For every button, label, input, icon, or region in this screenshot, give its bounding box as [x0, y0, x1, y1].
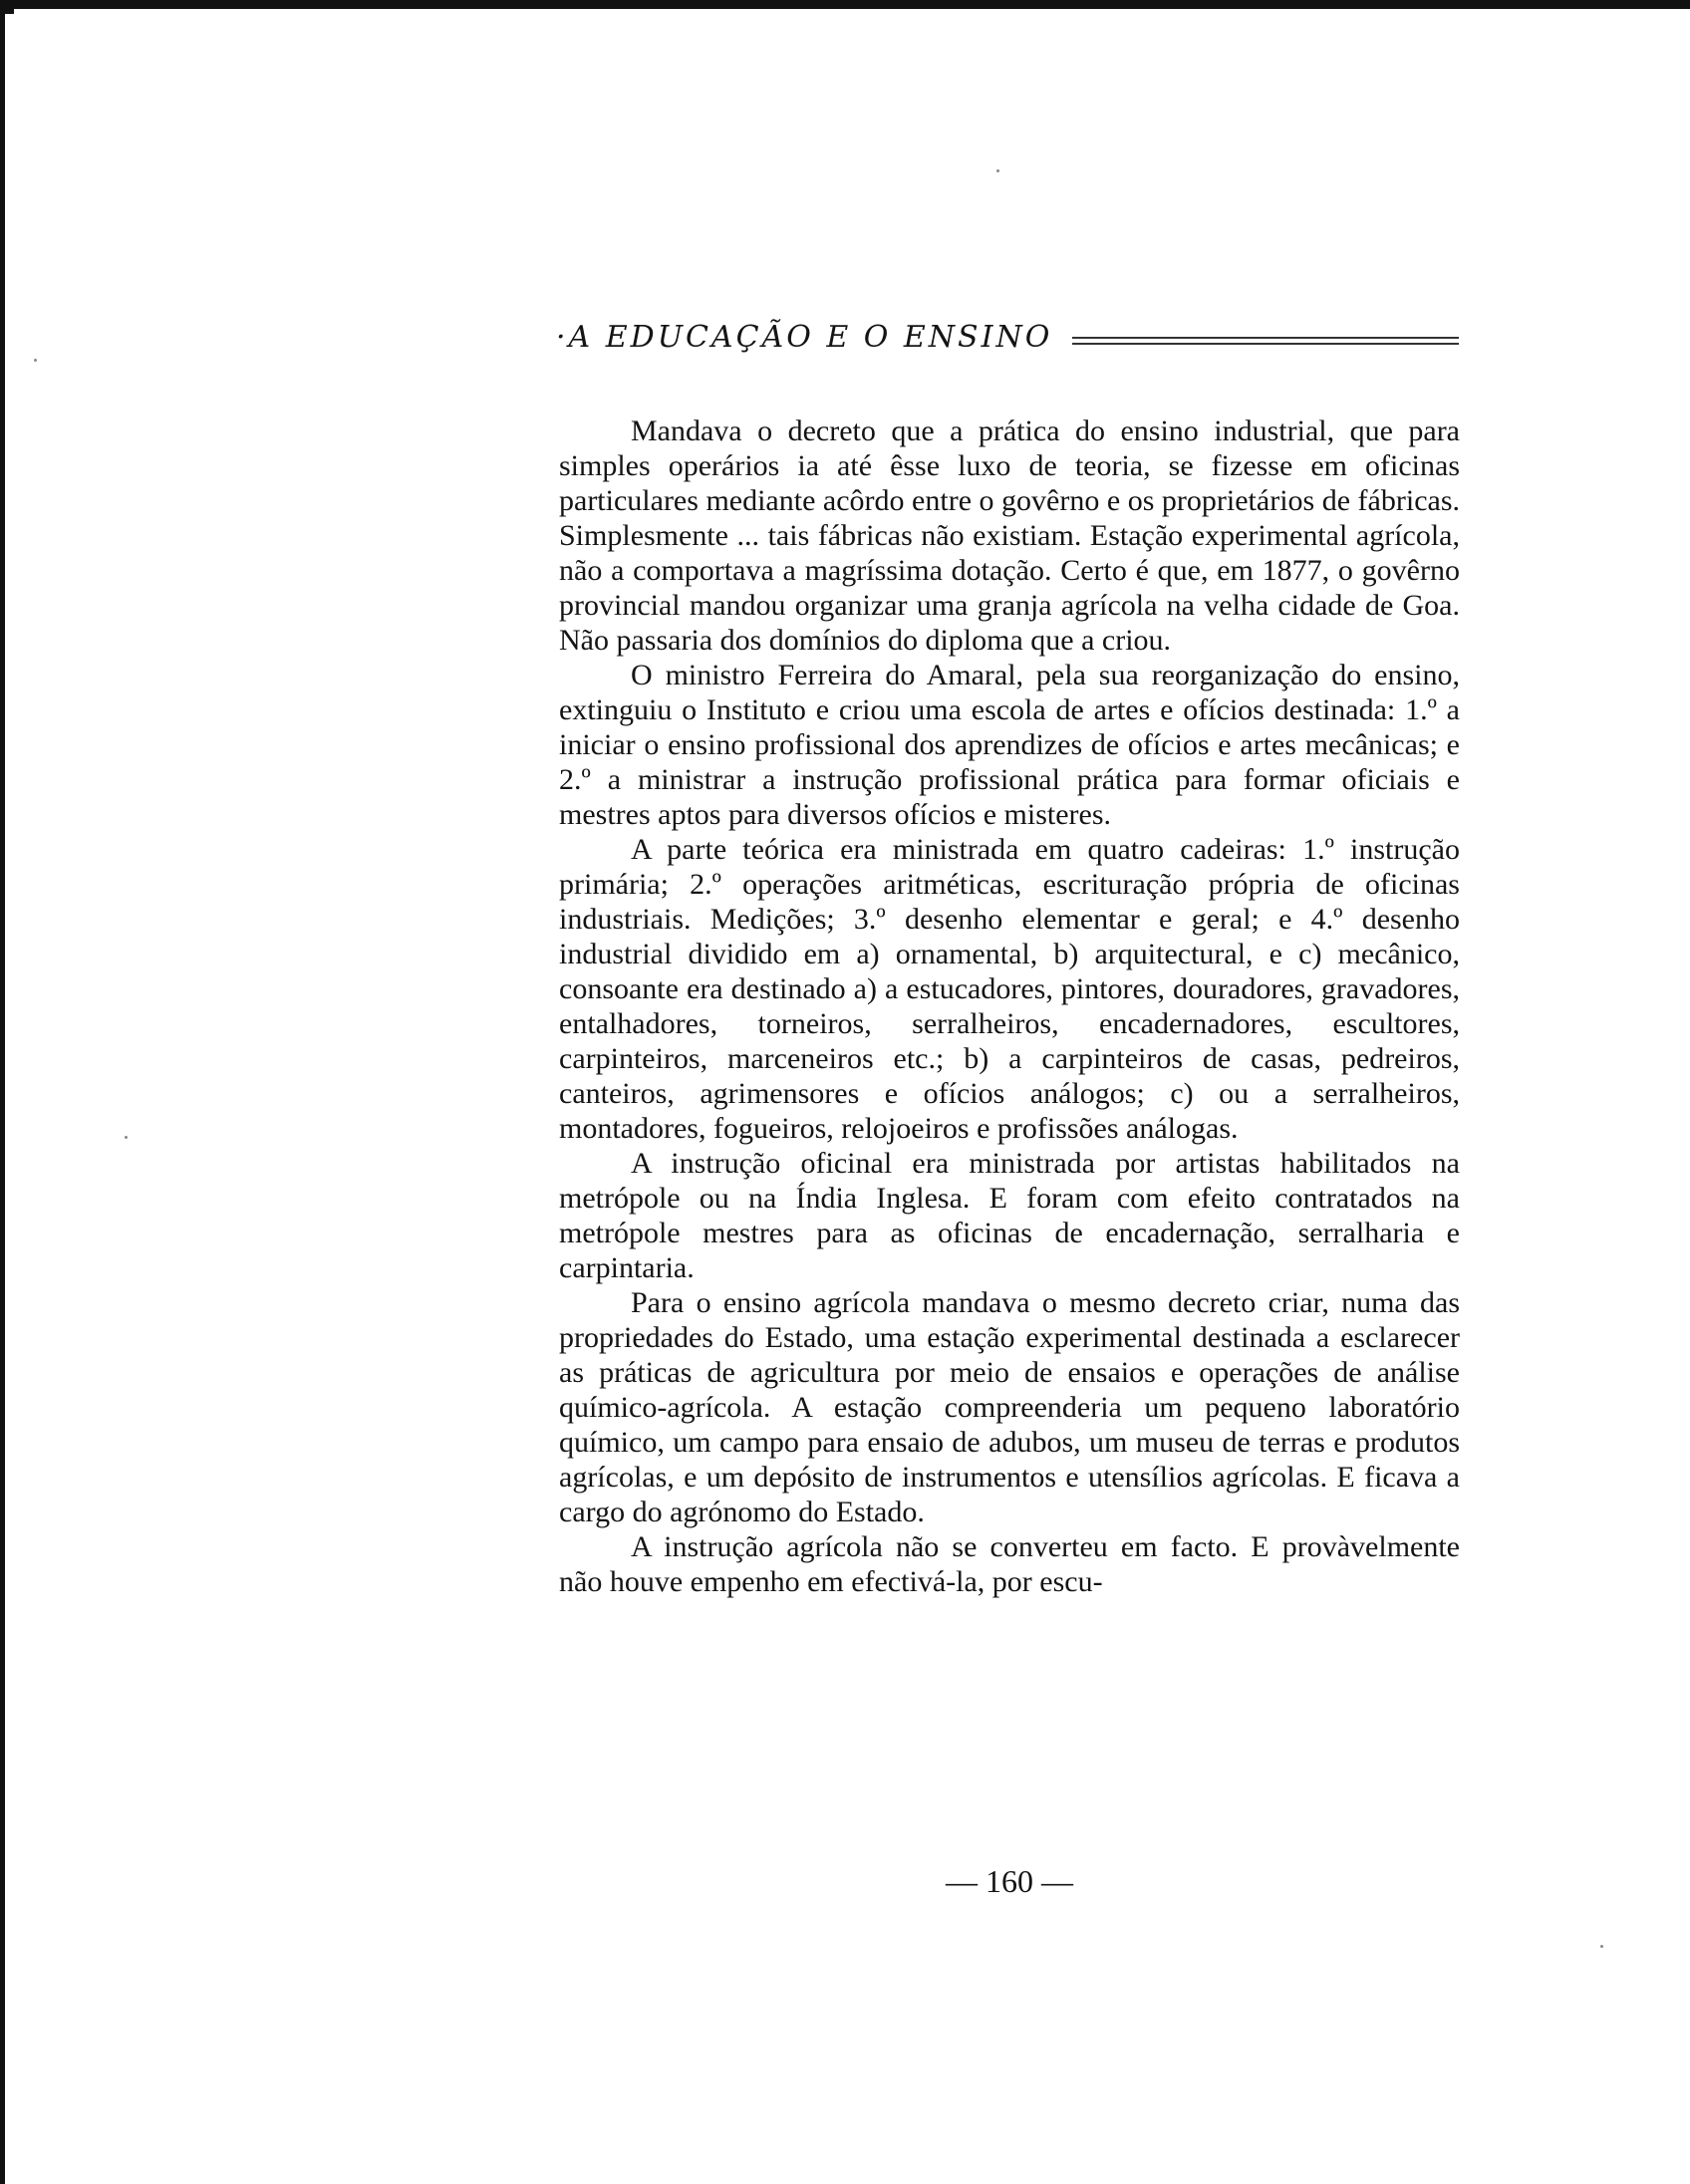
page-number: — 160 —	[946, 1863, 1073, 1899]
scan-speck	[34, 359, 37, 362]
scan-edge-top	[0, 0, 1690, 9]
paragraph: A instrução agrícola não se converteu em facto. E provàvelmente não houve empenho em efectivá-la, por escu-	[559, 1530, 1460, 1598]
paragraph: A instrução oficinal era ministrada por artistas habilitados na metrópole ou na Índia Inglesa. E foram com efeito contratados na metrópole mestres para as oficinas de encadernação, serralharia e carpintaria.	[559, 1147, 1460, 1284]
body-text	[559, 413, 1460, 1599]
scan-edge-left	[0, 0, 5, 2184]
header-double-rule	[1072, 337, 1459, 345]
scan-speck	[1600, 1945, 1603, 1948]
scan-corner	[0, 0, 14, 14]
paragraph: Para o ensino agrícola mandava o mesmo decreto criar, numa das propriedades do Estado, uma estação experimental destinada a esclarecer as práticas de agricultura por meio de ensaios e operações de análise químico-agrícola. A estação compreenderia um pequeno laboratório químico, um campo para ensaio de adubos, um museu de terras e produtos agrícolas, e um depósito de instrumentos e utensílios agrícolas. E ficava a cargo do agrónomo do Estado.	[559, 1286, 1460, 1528]
scan-speck	[996, 169, 999, 172]
scan-speck	[125, 1136, 128, 1139]
paragraph: O ministro Ferreira do Amaral, pela sua reorganização do ensino, extinguiu o Instituto e criou uma escola de artes e ofícios destinada: 1.º a iniciar o ensino profissional dos aprendizes de ofícios e artes mecânicas; e 2.º a ministrar a instrução profissional prática para formar oficiais e mestres aptos para diversos ofícios e misteres.	[559, 659, 1460, 831]
paragraph: A parte teórica era ministrada em quatro cadeiras: 1.º instrução primária; 2.º operações aritméticas, escrituração própria de oficinas industriais. Medições; 3.º desenho elementar e geral; e 4.º desenho industrial dividido em a) ornamental, b) arquitectural, e c) mecânico, consoante era destinado a) a estucadores, pintores, douradores, gravadores, entalhadores, torneiros, serralheiros, encadernadores, escultores, carpinteiros, marceneiros etc.; b) a carpinteiros de casas, pedreiros, canteiros, agrimensores e ofícios análogos; c) ou a serralheiros, montadores, fogueiros, relojoeiros e profissões análogas.	[559, 833, 1460, 1145]
paragraph: Mandava o decreto que a prática do ensino industrial, que para simples operários ia até êsse luxo de teoria, se fizesse em oficinas particulares mediante acôrdo entre o govêrno e os proprietários de fábricas. Simplesmente ... tais fábricas não existiam. Estação experimental agrícola, não a comportava a magríssima dotação. Certo é que, em 1877, o govêrno provincial mandou organizar uma granja agrícola na velha cidade de Goa. Não passaria dos domínios do diploma que a criou.	[559, 414, 1460, 657]
running-title: ·A EDUCAÇÃO E O ENSINO	[556, 319, 1053, 355]
running-header	[556, 317, 1459, 357]
